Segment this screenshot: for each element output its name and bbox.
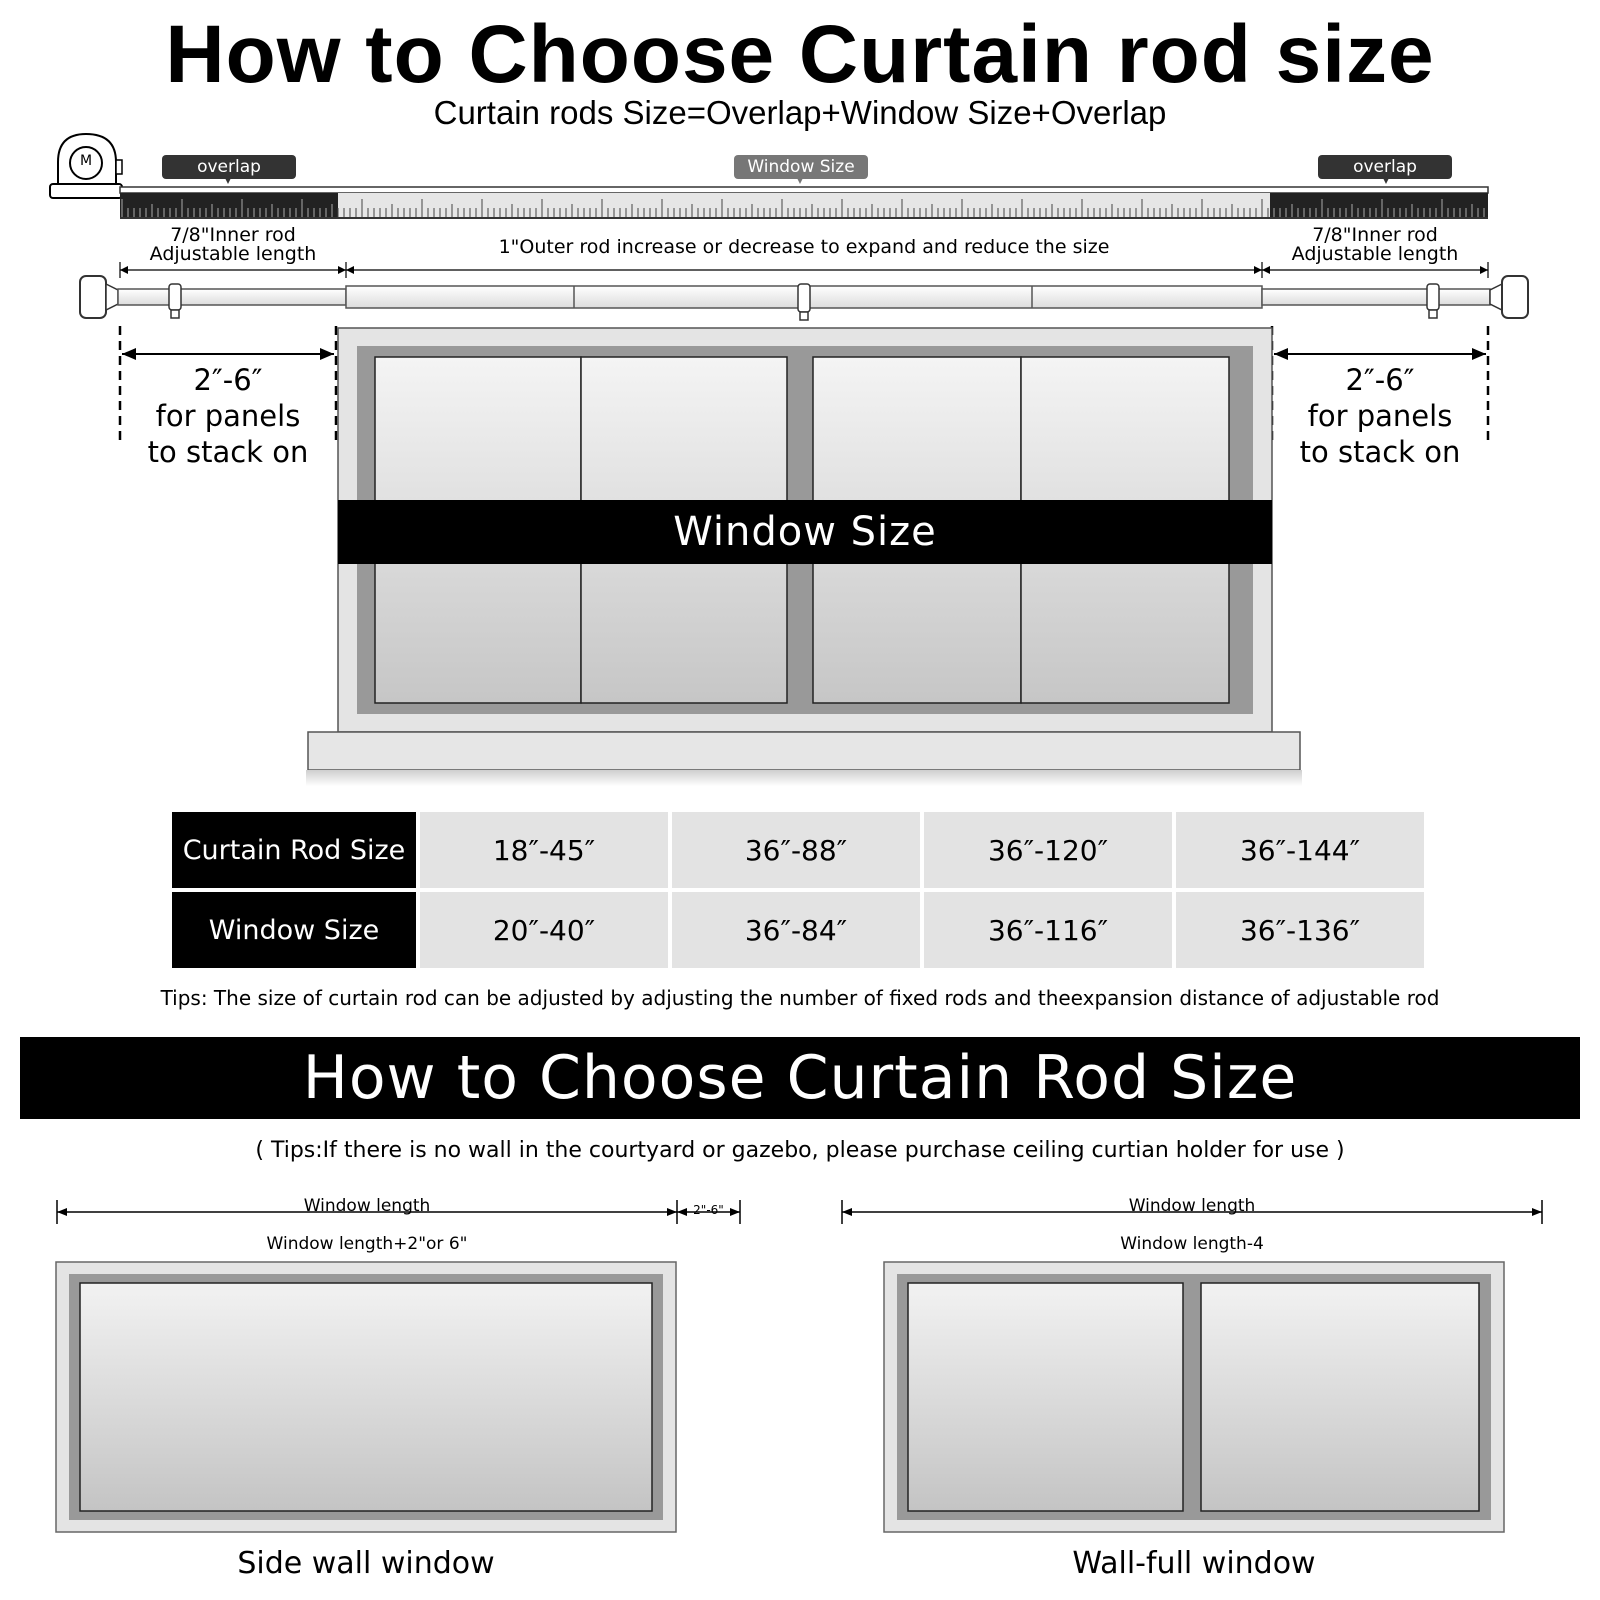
table-cell: 20″-40″ — [420, 892, 668, 968]
side-wall-top-label: Window length — [303, 1196, 431, 1216]
table-row — [172, 812, 1424, 888]
row-header-window-size: Window Size — [172, 892, 416, 968]
wall-full-top-label: Window length — [1128, 1196, 1256, 1216]
inner-rod-left — [118, 289, 346, 305]
finial-left-icon — [80, 276, 106, 318]
table-cell: 18″-45″ — [420, 812, 668, 888]
section2-title: How to Choose Curtain Rod Size — [302, 1043, 1298, 1113]
inner-rod-label-left — [120, 226, 346, 264]
inner-rod-label-right — [1262, 226, 1488, 264]
inner-rod-right — [1262, 289, 1490, 305]
size-table — [168, 808, 1428, 972]
rod-dimension-lines — [120, 262, 1488, 278]
overlap-tag-left: overlap — [162, 155, 296, 179]
stack-note-right — [1272, 362, 1488, 470]
tape-badge: M — [79, 153, 93, 169]
formula-subtitle: Curtain rods Size=Overlap+Window Size+Overlap — [433, 94, 1167, 131]
stack-note-line2: for panels — [1307, 399, 1453, 433]
stack-note-range: 2″-6″ — [193, 363, 263, 397]
table-cell: 36″-116″ — [924, 892, 1172, 968]
table-cell: 36″-120″ — [924, 812, 1172, 888]
table-cell: 36″-88″ — [672, 812, 920, 888]
stack-note-range: 2″-6″ — [1345, 363, 1415, 397]
side-wall-extra-label: 2"-6" — [693, 1203, 724, 1217]
table-cell: 36″-84″ — [672, 892, 920, 968]
tape-overlap-left — [120, 193, 338, 217]
side-wall-caption: Side wall window — [237, 1546, 495, 1581]
bracket-left-icon — [169, 284, 181, 310]
side-wall-bottom-label: Window length+2"or 6" — [266, 1234, 468, 1254]
stack-note-line2: for panels — [155, 399, 301, 433]
outer-rod-label: 1"Outer rod increase or decrease to expand and reduce the size — [498, 236, 1110, 258]
window-sill — [308, 732, 1300, 770]
section2-tips: ( Tips:If there is no wall in the courtyard or gazebo, please purchase ceiling curtian holder for use ) — [255, 1138, 1345, 1163]
overlap-tag-right: overlap — [1318, 155, 1452, 179]
row-header-rod-size: Curtain Rod Size — [172, 812, 416, 888]
wall-full-caption: Wall-full window — [1072, 1546, 1316, 1581]
stack-note-line3: to stack on — [147, 435, 309, 469]
inner-rod-label-line1: 7/8"Inner rod — [170, 224, 296, 246]
tips-text: Tips: The size of curtain rod can be adjusted by adjusting the number of fixed rods and theexpansion distance of adjustable rod — [160, 986, 1440, 1010]
window-size-band: Window Size — [338, 500, 1272, 564]
table-row — [172, 892, 1424, 968]
inner-rod-label-line1: 7/8"Inner rod — [1312, 224, 1438, 246]
curtain-rod — [80, 276, 1528, 320]
tape-overlap-right — [1270, 193, 1488, 217]
tape-edge — [120, 187, 1488, 193]
inner-rod-label-line2: Adjustable length — [149, 243, 317, 265]
stack-note-left — [120, 362, 336, 470]
wall-full-bottom-label: Window length-4 — [1120, 1234, 1264, 1254]
stack-note-line3: to stack on — [1299, 435, 1461, 469]
bracket-right-icon — [1427, 284, 1439, 310]
side-wall-window — [56, 1262, 676, 1532]
wall-full-window — [884, 1262, 1504, 1532]
window-size-tag: Window Size — [734, 155, 868, 179]
bracket-center-icon — [798, 284, 810, 312]
table-cell: 36″-136″ — [1176, 892, 1424, 968]
table-cell: 36″-144″ — [1176, 812, 1424, 888]
main-title: How to Choose Curtain rod size — [165, 9, 1435, 100]
finial-right-icon — [1502, 276, 1528, 318]
inner-rod-label-line2: Adjustable length — [1291, 243, 1459, 265]
